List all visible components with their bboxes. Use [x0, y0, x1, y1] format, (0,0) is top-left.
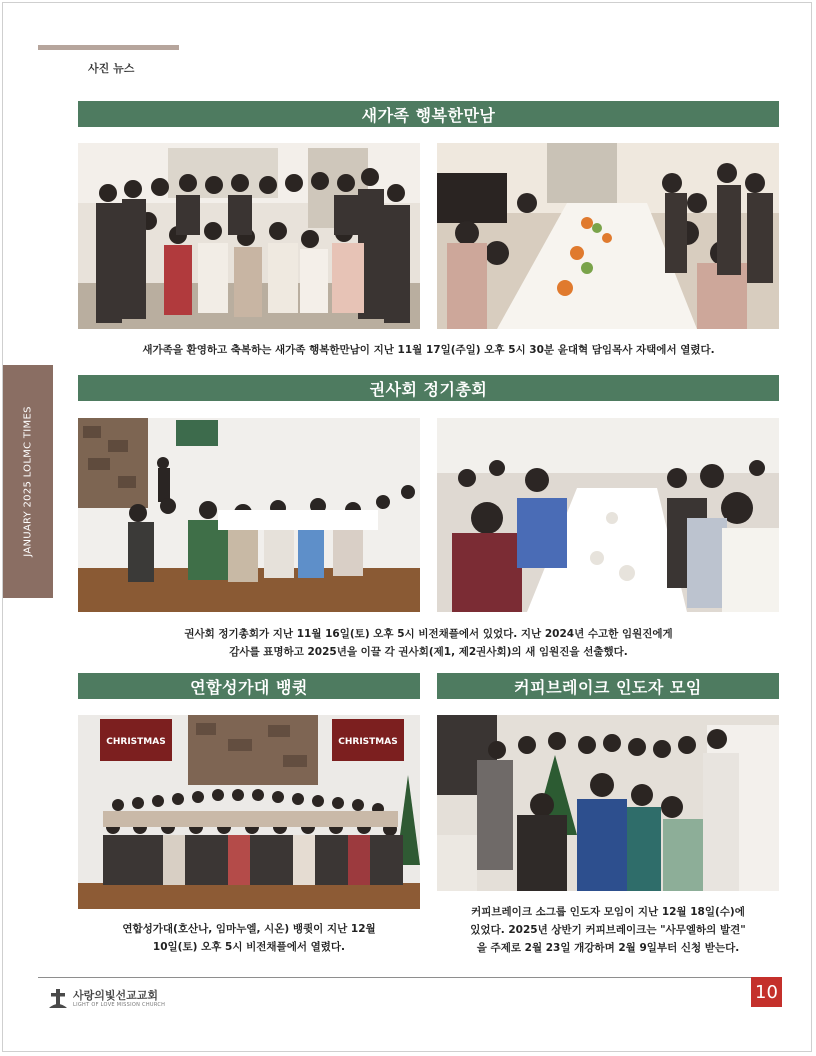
logo-main-text: 사랑의빛선교교회 [73, 988, 159, 1002]
choir-banner: 연합성가대 뱅큇 [78, 673, 420, 699]
side-tab-text: JANUARY 2025 LOLMC TIMES [22, 406, 34, 557]
deaconess-caption [78, 625, 779, 661]
side-tab [3, 365, 53, 598]
coffee-break-caption-line: 커피브레이크 소그룹 인도자 모임이 지난 12월 18일(수)에 [471, 906, 745, 918]
deaconess-caption-line: 권사회 정기총회가 지난 11월 16일(토) 오후 5시 비전채플에서 있었다. 지난 2024년 수고한 임원진에게 [184, 628, 673, 640]
choir-caption-line: 10일(토) 오후 5시 비전채플에서 열렸다. [152, 941, 346, 953]
choir-caption [78, 920, 420, 956]
new-family-caption [78, 341, 779, 359]
deaconess-hall-photo [78, 418, 420, 612]
section-label: 사진 뉴스 [88, 62, 135, 75]
logo-sub-text: LIGHT OF LOVE MISSION CHURCH [73, 1001, 166, 1008]
church-logo [48, 988, 165, 1010]
deaconess-banner: 권사회 정기총회 [78, 375, 779, 401]
header-rule [38, 45, 179, 50]
coffee-break-caption-line: 을 주제로 2월 23일 개강하며 2월 9일부터 신청 받는다. [476, 942, 740, 954]
deaconess-table-photo [437, 418, 779, 612]
coffee-break-caption-line: 있었다. 2025년 상반기 커피브레이크는 "사무엘하의 발견" [470, 924, 746, 936]
deaconess-caption-line: 감사를 표명하고 2025년을 이끌 각 권사회(제1, 제2권사회)의 새 임원진을 선출했다. [229, 646, 628, 658]
new-family-banner: 새가족 행복한만남 [78, 101, 779, 127]
new-family-dinner-photo [437, 143, 779, 329]
footer-rule [38, 977, 782, 978]
choir-group-photo [78, 715, 420, 909]
page-number: 10 [751, 977, 782, 1007]
church-cross-icon [48, 988, 68, 1010]
choir-caption-line: 연합성가대(호산나, 임마누엘, 시온) 뱅큇이 지난 12월 [122, 923, 376, 935]
choir-right-screen-text: CHRISTMAS [338, 737, 398, 747]
choir-left-screen-text: CHRISTMAS [106, 737, 166, 747]
new-family-group-photo [78, 143, 420, 329]
coffee-break-banner: 커피브레이크 인도자 모임 [437, 673, 779, 699]
coffee-break-caption [437, 903, 779, 957]
new-family-caption-line: 새가족을 환영하고 축복하는 새가족 행복한만남이 지난 11월 17일(주일) 오후 5시 30분 윤대혁 담임목사 자택에서 열렸다. [142, 344, 715, 356]
coffee-break-group-photo [437, 715, 779, 891]
